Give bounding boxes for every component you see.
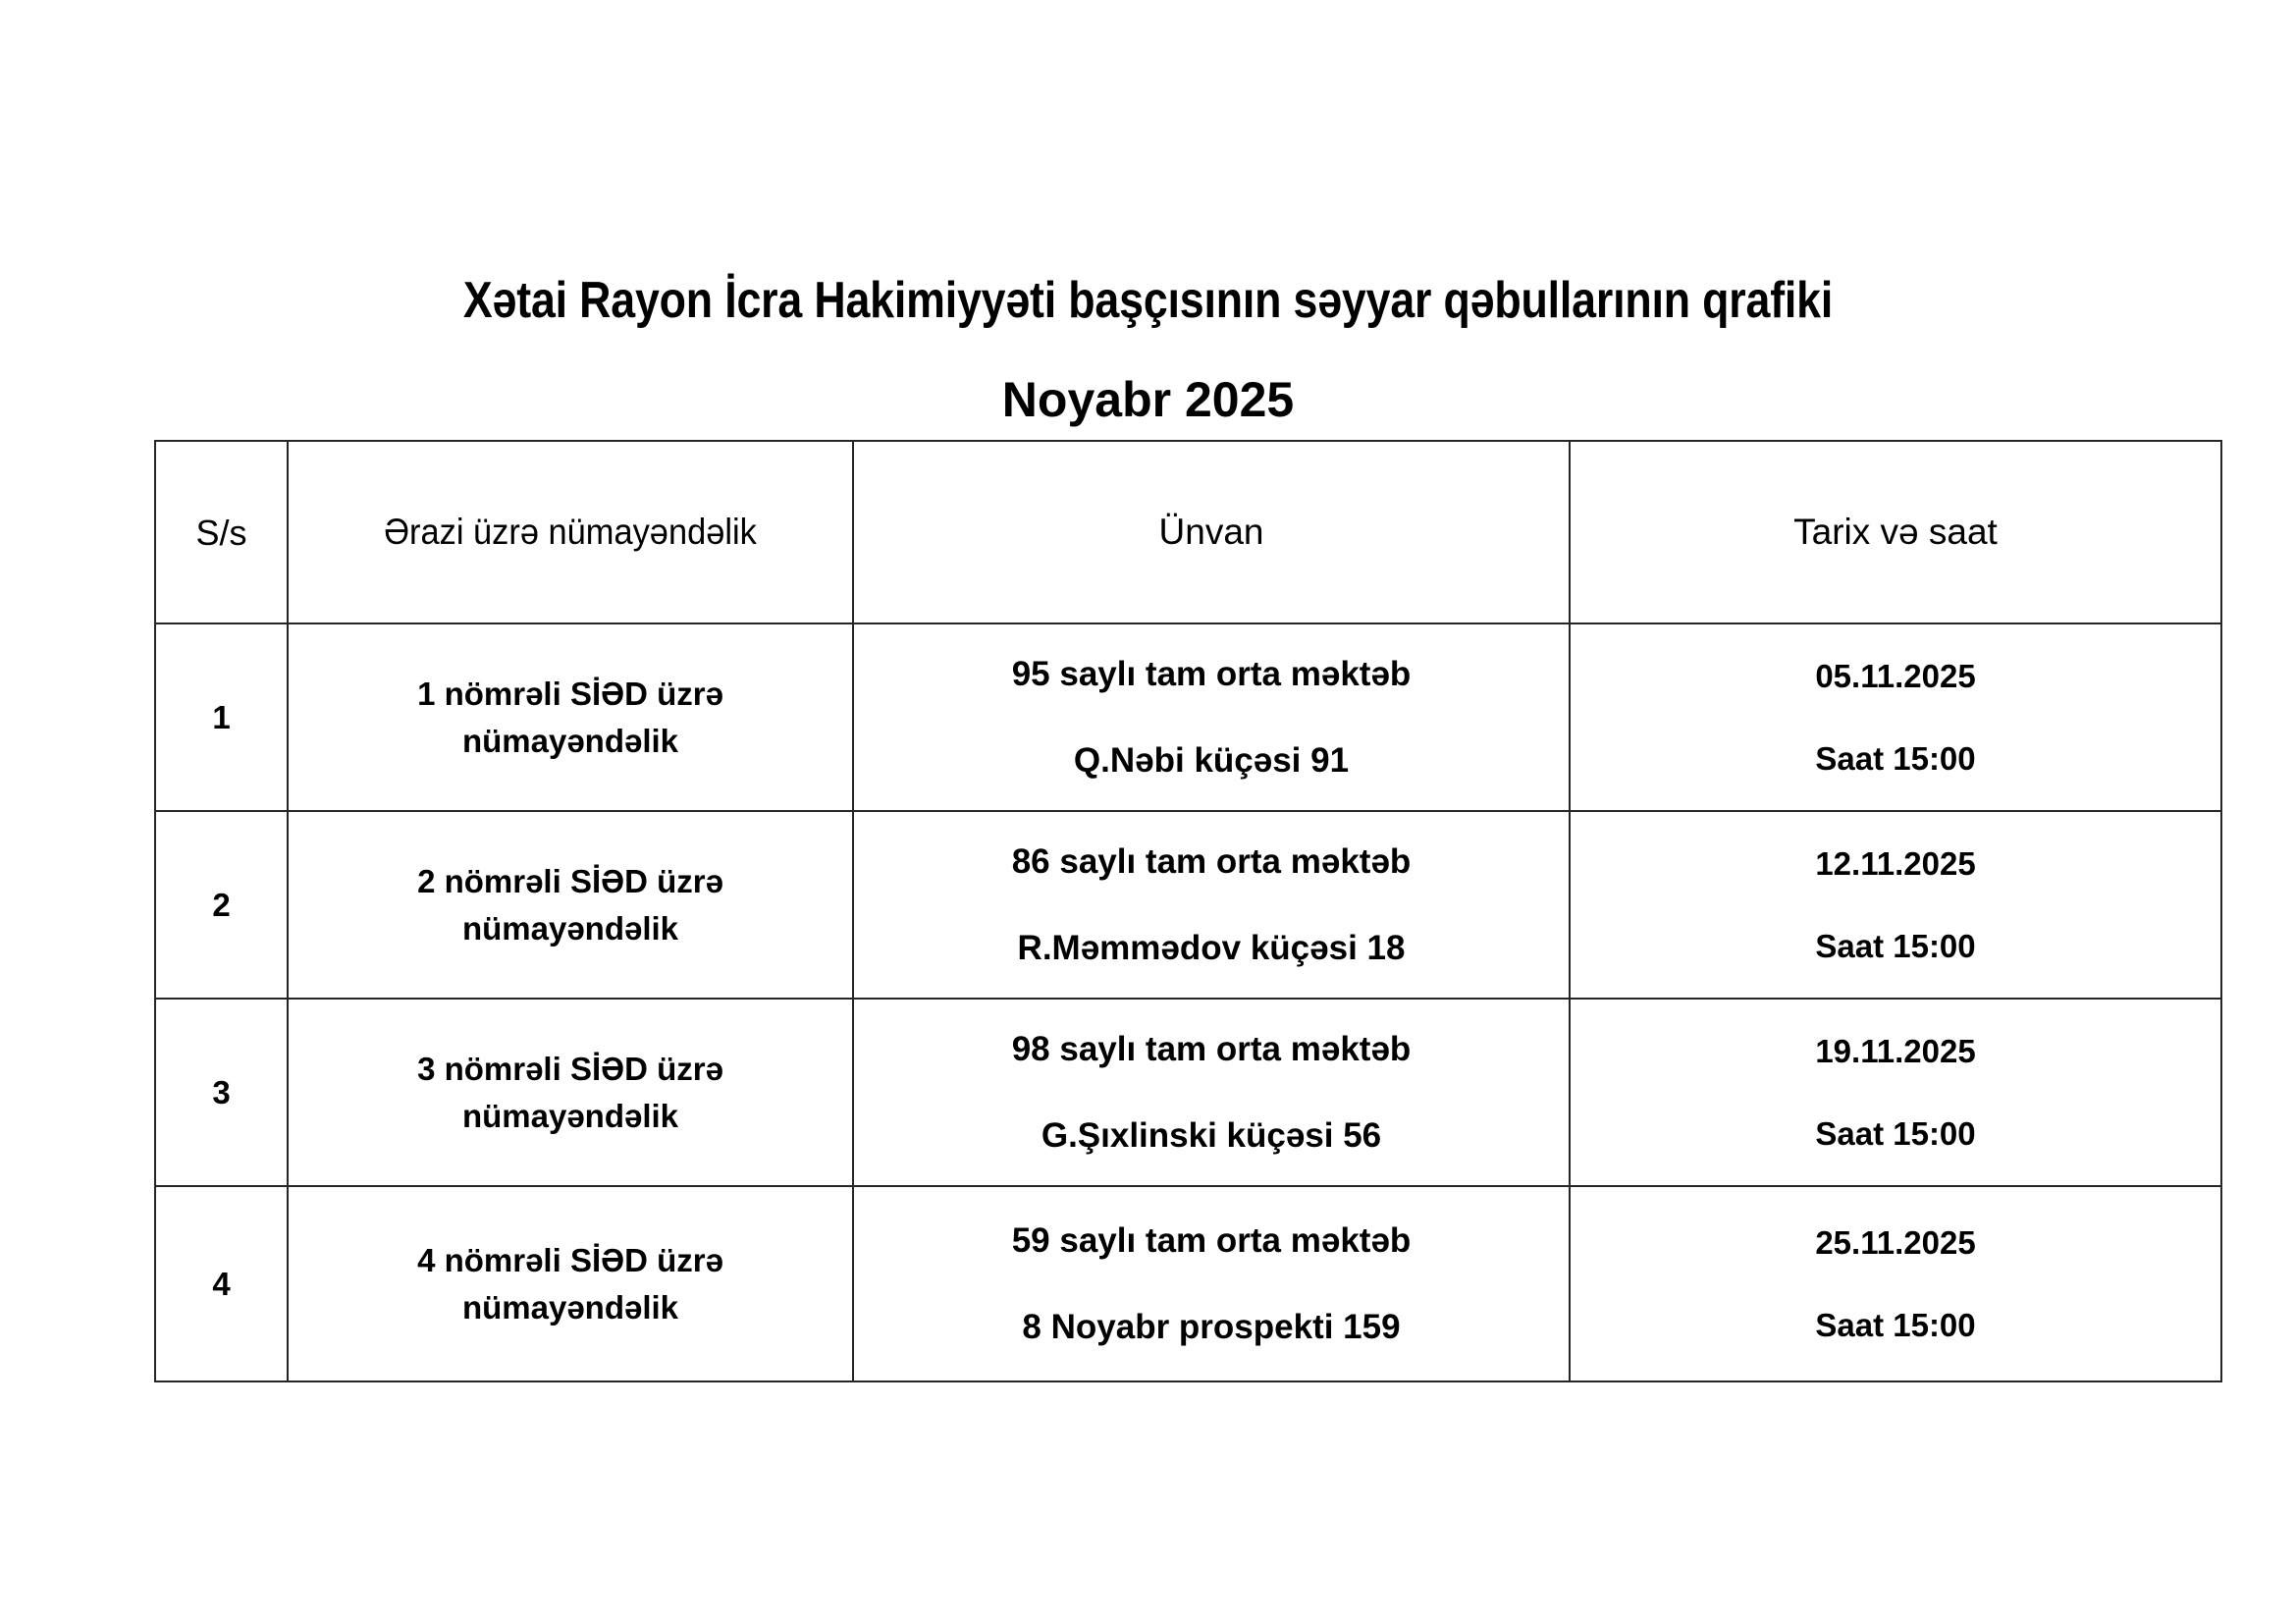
table-row	[155, 811, 2221, 999]
address-school: 98 saylı tam orta məktəb	[1011, 1029, 1412, 1068]
representation-line-2: nümayəndəlik	[461, 1288, 679, 1326]
column-header-representation: Ərazi üzrə nümayəndəlik	[307, 441, 833, 623]
row-datetime	[1570, 999, 2221, 1186]
table-row	[155, 1186, 2221, 1381]
address-street: Q.Nəbi küçəsi 91	[1073, 740, 1350, 780]
page-title: Xətai Rayon İcra Hakimiyyəti başçısının səyyar qəbullarının qrafiki	[462, 272, 1834, 329]
row-address	[853, 999, 1570, 1186]
row-number: 4	[155, 1186, 288, 1381]
address-school: 95 saylı tam orta məktəb	[1011, 654, 1412, 693]
row-number: 2	[155, 811, 288, 999]
table-header-row	[155, 441, 2221, 623]
representation-line-2: nümayəndəlik	[461, 1097, 679, 1134]
address-street: 8 Noyabr prospekti 159	[1022, 1307, 1401, 1346]
date-value: 19.11.2025	[1815, 1033, 1976, 1070]
address-street: G.Şıxlinski küçəsi 56	[1041, 1115, 1382, 1155]
date-value: 05.11.2025	[1815, 658, 1976, 695]
row-number: 1	[155, 623, 288, 811]
row-representation	[288, 811, 853, 999]
row-datetime	[1570, 811, 2221, 999]
representation-line-1: 4 nömrəli SİƏD üzrə	[417, 1242, 723, 1279]
representation-line-1: 3 nömrəli SİƏD üzrə	[417, 1051, 723, 1088]
address-school: 86 saylı tam orta məktəb	[1011, 841, 1412, 881]
table-row	[155, 623, 2221, 811]
time-value: Saat 15:00	[1815, 927, 1976, 964]
row-address	[853, 1186, 1570, 1381]
row-datetime	[1570, 623, 2221, 811]
row-representation	[288, 623, 853, 811]
row-datetime	[1570, 1186, 2221, 1381]
time-value: Saat 15:00	[1815, 1114, 1976, 1152]
column-header-address: Ünvan	[853, 441, 1570, 623]
page-subtitle-month: Noyabr 2025	[1001, 372, 1295, 427]
row-representation	[288, 1186, 853, 1381]
address-school: 59 saylı tam orta məktəb	[1011, 1220, 1412, 1260]
column-header-number: S/s	[155, 441, 288, 623]
row-number: 3	[155, 999, 288, 1186]
time-value: Saat 15:00	[1815, 739, 1976, 777]
row-address	[853, 623, 1570, 811]
time-value: Saat 15:00	[1815, 1306, 1976, 1343]
column-header-datetime: Tarix və saat	[1570, 441, 2221, 623]
representation-line-2: nümayəndəlik	[461, 909, 679, 947]
row-address	[853, 811, 1570, 999]
representation-line-2: nümayəndəlik	[461, 722, 679, 759]
table-row	[155, 999, 2221, 1186]
representation-line-1: 1 nömrəli SİƏD üzrə	[417, 676, 723, 713]
row-representation	[288, 999, 853, 1186]
representation-line-1: 2 nömrəli SİƏD üzrə	[417, 863, 723, 900]
date-value: 25.11.2025	[1815, 1224, 1976, 1262]
date-value: 12.11.2025	[1815, 845, 1976, 883]
address-street: R.Məmmədov küçəsi 18	[1017, 928, 1406, 967]
schedule-table	[154, 440, 2222, 1382]
